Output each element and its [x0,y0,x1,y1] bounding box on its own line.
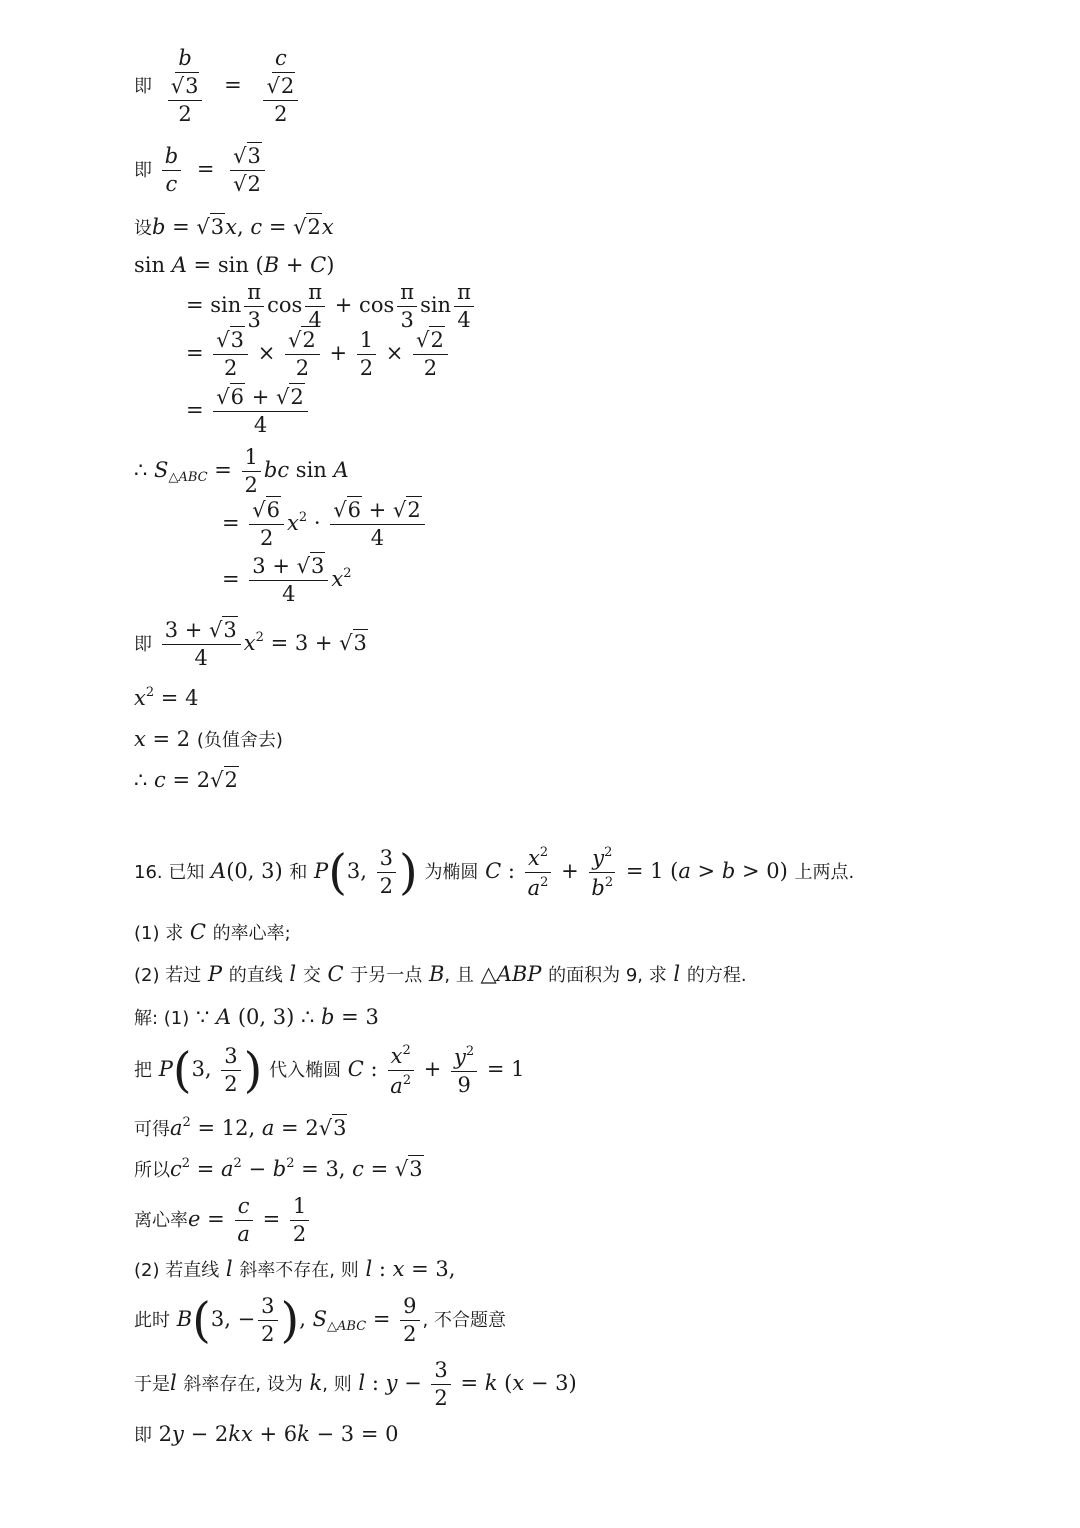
word-substitute: 代入椭圆 [269,1060,342,1081]
line-point-B: 此时 B(3, − $\frac{3}{2}$ ), $S_{\triangle ABC}$ = $\frac{9}{2}$ , 不合题意 [134,1292,506,1349]
line-substitute: 把 P(3, $\frac{3}{2}$ ) 代入椭圆 C : $\frac{x^2}{a^2}$ + $\frac{y^2}{9}$ = 1 [134,1042,525,1099]
line-c: ∴ c = 2√2 [134,768,238,792]
word-cishi: 此时 [134,1310,170,1331]
line-area-2: = $\frac{√6}{2}$ $x^2$ · $\frac{√6 + √2}{4}$ [222,500,428,549]
word-ji: 即 [134,634,152,655]
word-kede: 可得 [134,1119,170,1140]
q1-tail: 的率心率; [212,923,291,944]
solution-label: 解: (1) [134,1008,190,1029]
line-area-3: = $\frac{3 + √3}{4}$ $x^2$ [222,554,352,606]
line-x2: $x^2 = 4$ [134,685,199,710]
line-area: ∴ $S_{\triangle ABC}$ = $\frac{1}{2}$ bc sin A [134,445,349,497]
q2-b: 的直线 [228,965,283,986]
word-ji: 即 [134,1425,152,1446]
line-slope-exists: 于是l 斜率存在, 设为 k, 则 l : y − $\frac{3}{2}$ = k (x − 3) [134,1358,577,1410]
word-ji: 即 [134,160,152,181]
word-ellipse: 为椭圆 [424,862,479,883]
line-c2: 所以$c^2 = a^2 - b^2 = 3$, c = √3 [134,1156,423,1181]
line-sinA-result: = $\frac{√6 + √2}{4}$ [186,387,311,436]
q2-d: 于另一点 [350,965,423,986]
word-suoyi: 所以 [134,1160,170,1181]
line-final: 即 2y − 2kx + 6k − 3 = 0 [134,1422,399,1446]
word-ba: 把 [134,1060,152,1081]
word-he: 和 [289,862,308,883]
line-set-b-c: 设b = √3x, c = √2x [134,215,334,239]
question-1: (1) 求 C 的率心率; [134,920,291,944]
note-negative-discarded: (负值舍去) [196,730,283,751]
s3-b: 斜率存在, 设为 [183,1374,303,1395]
word-ji: 即 [134,76,152,97]
word-eccentricity: 离心率 [134,1210,188,1231]
line-eccentricity: 离心率e = $\frac{c}{a}$ = $\frac{1}{2}$ [134,1196,312,1245]
q2-a: (2) 若过 [134,965,202,986]
s2-b: 斜率不存在, 则 [239,1260,359,1281]
word-not-valid: , 不合题意 [422,1310,506,1331]
s3-c: , 则 [322,1374,352,1395]
q2-c: 交 [302,965,321,986]
q2-g: 的方程. [686,965,747,986]
q2-e: , 且 [444,965,474,986]
line-sinA-expand: = sin $\frac{\pi}{3}$ cos $\frac{\pi}{4}$ + cos $\frac{\pi}{3}$ sin $\frac{\pi}{4}$ [186,282,477,331]
word-yushi: 于是 [134,1374,170,1395]
fraction: $\frac{c}{\frac{√2}{2}}$ [257,48,304,125]
q2-f: 的面积为 9, 求 [548,965,667,986]
s2-a: (2) 若直线 [134,1260,220,1281]
line-ratio-b-c: 即 $\frac{b}{\frac{√3}{2}}$ = $\frac{c}{\frac{√2}{2}}$ [134,48,307,125]
line-sinA-values: = $\frac{√3}{2}$ × $\frac{√2}{2}$ + $\frac{1}{2}$ × $\frac{√2}{2}$ [186,330,451,379]
line-b-over-c: 即 $\frac{b}{c}$ = $\frac{√3}{√2}$ [134,146,268,195]
line-equation: 即 $\frac{3 + √3}{4}$ $x^2 = 3 + √3$ [134,618,367,670]
line-case-no-slope: (2) 若直线 l 斜率不存在, 则 l : x = 3, [134,1257,456,1281]
word-she: 设 [134,218,152,239]
problem-16: 16. 已知 A(0, 3) 和 P(3, $\frac{3}{2}$ ) 为椭圆 C : $\frac{x^2}{a^2}$ + $\frac{y^2}{b^2}$ = 1 (a > b > 0) 上两点. [134,844,855,901]
line-x: x = 2 (负值舍去) [134,727,283,751]
question-2: (2) 若过 P 的直线 l 交 C 于另一点 B, 且 △ABP 的面积为 9, 求 l 的方程. [134,962,747,986]
line-a: 可得$a^2 = 12$, a = 2√3 [134,1115,347,1140]
line-sinA: sin A = sin (B + C) [134,253,335,277]
problem-16-label: 16. 已知 [134,862,205,883]
word-two-points: 上两点. [794,862,855,883]
solution-1: 解: (1) ∵ A (0, 3) ∴ b = 3 [134,1005,379,1029]
fraction: $\frac{b}{\frac{√3}{2}}$ [162,48,209,125]
q1-label: (1) 求 [134,923,184,944]
